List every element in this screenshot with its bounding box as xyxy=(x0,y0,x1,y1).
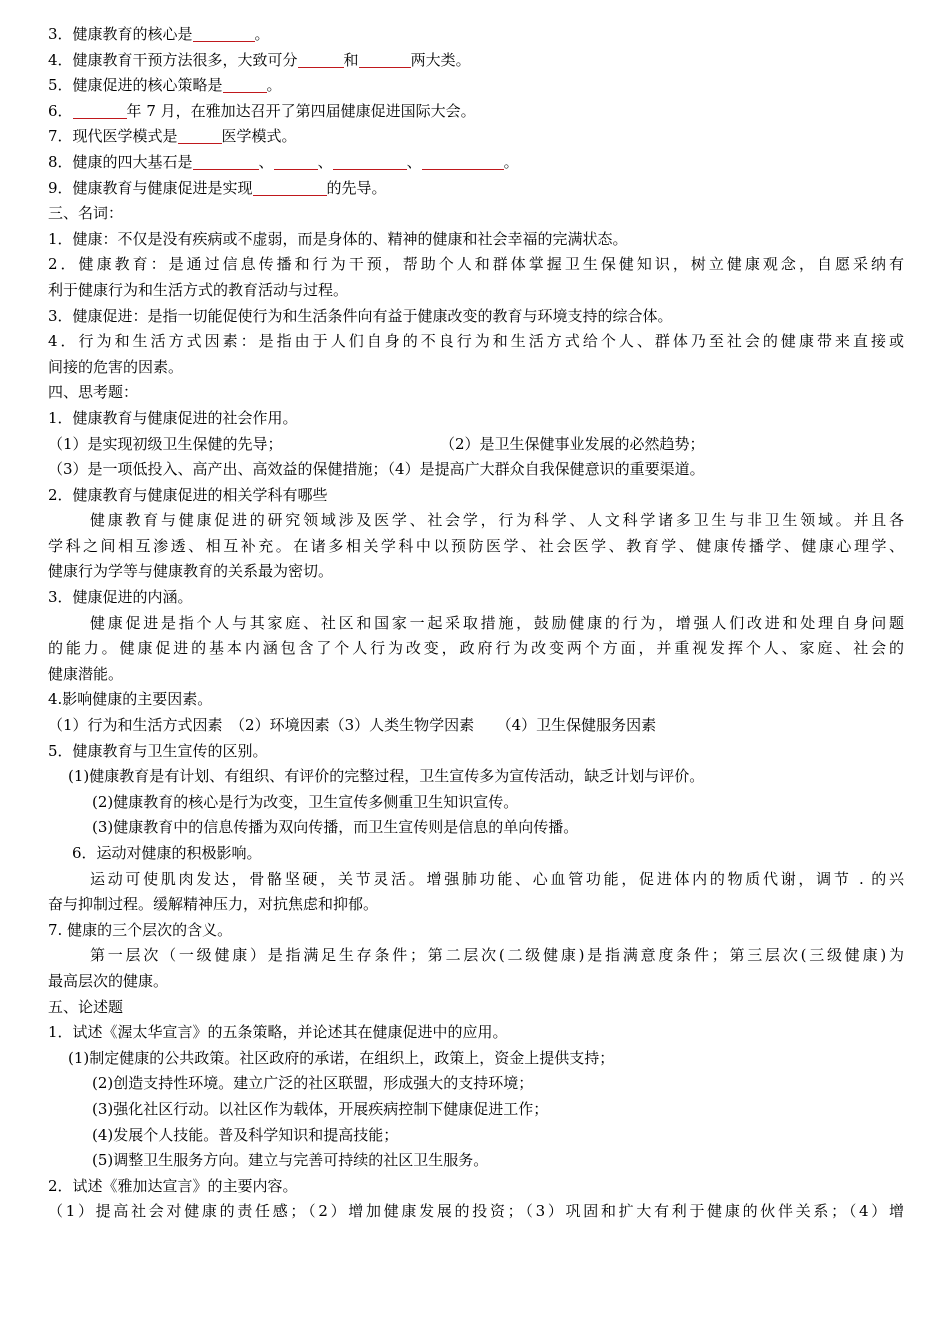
answer-1-item-1: （1）是实现初级卫生保健的先导； xyxy=(48,434,283,453)
answer-blank[interactable] xyxy=(333,154,407,170)
answer-3-line-2: 的能力。健康促进的基本内涵包含了个人行为改变，政府行为改变两个方面，并重视发挥个人、家庭、社会的 xyxy=(48,639,904,658)
question-5: 5．健康教育与卫生宣传的区别。 xyxy=(48,741,268,760)
essay-answer-1-item-5: (5)调整卫生服务方向。建立与完善可持续的社区卫生服务。 xyxy=(92,1151,489,1170)
question-6: 6．运动对健康的积极影响。 xyxy=(72,844,262,862)
answer-blank[interactable] xyxy=(193,26,255,42)
essay-question-2: 2．试述《雅加达宣言》的主要内容。 xyxy=(48,1176,298,1195)
fill-blank-6: 6． 年 7 月，在雅加达召开了第四届健康促进国际大会。 xyxy=(48,101,476,120)
question-7: 7. 健康的三个层次的含义。 xyxy=(48,920,233,939)
term-4: 4．行为和生活方式因素：是指由于人们自身的不良行为和生活方式给个人、群体乃至社会的健康带来直接或 xyxy=(48,332,904,351)
answer-blank[interactable] xyxy=(193,154,259,170)
essay-answer-1-item-4: (4)发展个人技能。普及科学知识和提高技能； xyxy=(92,1125,399,1144)
answer-4: （1）行为和生活方式因素 （2）环境因素（3）人类生物学因素 （4）卫生保健服务因素 xyxy=(48,716,657,735)
essay-answer-1-item-1: (1)制定健康的公共政策。社区政府的承诺，在组织上，政策上，资金上提供支持； xyxy=(68,1048,615,1067)
answer-5-item-1: (1)健康教育是有计划、有组织、有评价的完整过程，卫生宣传多为宣传活动，缺乏计划与评价。 xyxy=(68,767,705,786)
fill-blank-9: 9．健康教育与健康促进是实现 的先导。 xyxy=(48,178,387,197)
answer-2-line-1: 健康教育与健康促进的研究领域涉及医学、社会学，行为科学、人文科学诸多卫生与非卫生领域。并且各 xyxy=(90,511,904,530)
answer-blank[interactable] xyxy=(253,180,327,196)
question-3: 3．健康促进的内涵。 xyxy=(48,588,193,607)
answer-6-line-1: 运动可使肌肉发达，骨骼坚硬，关节灵活。增强肺功能、心血管功能，促进体内的物质代谢，调节 . 的兴 xyxy=(90,869,904,888)
term-4-cont: 间接的危害的因素。 xyxy=(48,357,184,376)
answer-blank[interactable] xyxy=(274,154,318,170)
fill-blank-7: 7．现代医学模式是 医学模式。 xyxy=(48,127,297,146)
answer-3-line-1: 健康促进是指个人与其家庭、社区和国家一起采取措施，鼓励健康的行为，增强人们改进和处理自身问题 xyxy=(90,613,904,632)
essay-answer-1-item-2: (2)创造支持性环境。建立广泛的社区联盟，形成强大的支持环境； xyxy=(92,1074,534,1093)
answer-blank[interactable] xyxy=(359,52,411,68)
answer-blank[interactable] xyxy=(298,52,344,68)
answer-blank[interactable] xyxy=(73,103,127,119)
answer-3-line-3: 健康潜能。 xyxy=(48,664,124,683)
answer-blank[interactable] xyxy=(223,77,267,93)
answer-6-line-2: 奋与抑制过程。缓解精神压力，对抗焦虑和抑郁。 xyxy=(48,895,379,914)
essay-question-1: 1．试述《渥太华宣言》的五条策略，并论述其在健康促进中的应用。 xyxy=(48,1023,508,1042)
question-2: 2．健康教育与健康促进的相关学科有哪些 xyxy=(48,485,328,504)
question-4: 4.影响健康的主要因素。 xyxy=(48,690,213,709)
term-2: 2．健康教育：是通过信息传播和行为干预，帮助个人和群体掌握卫生保健知识，树立健康观念，自愿采纳有 xyxy=(48,255,904,274)
answer-1-row-2: （3）是一项低投入、高产出、高效益的保健措施；（4）是提高广大群众自我保健意识的重要渠道。 xyxy=(48,460,705,479)
fill-blank-3: 3．健康教育的核心是 。 xyxy=(48,25,270,43)
answer-blank[interactable] xyxy=(422,154,504,170)
answer-2-line-3: 健康行为学等与健康教育的关系最为密切。 xyxy=(48,562,334,581)
answer-7-line-2: 最高层次的健康。 xyxy=(48,971,169,990)
answer-7-line-1: 第一层次（一级健康）是指满足生存条件；第二层次(二级健康)是指满意度条件；第三层次(三级健康)为 xyxy=(90,946,904,965)
term-3: 3．健康促进：是指一切能促使行为和生活条件向有益于健康改变的教育与环境支持的综合体。 xyxy=(48,306,673,325)
section-heading-terms: 三、名词： xyxy=(48,204,124,223)
fill-blank-4: 4．健康教育干预方法很多，大致可分 和 两大类。 xyxy=(48,50,471,69)
answer-blank[interactable] xyxy=(178,128,222,144)
section-heading-essay: 五、论述题 xyxy=(48,997,124,1016)
fill-blank-5: 5．健康促进的核心策略是 。 xyxy=(48,76,282,95)
term-1: 1．健康：不仅是没有疾病或不虚弱，而是身体的、精神的健康和社会幸福的完满状态。 xyxy=(48,229,628,248)
term-2-cont: 利于健康行为和生活方式的教育活动与过程。 xyxy=(48,280,349,299)
answer-1-row xyxy=(48,432,904,458)
answer-5-item-2: (2)健康教育的核心是行为改变，卫生宣传多侧重卫生知识宣传。 xyxy=(92,792,519,811)
answer-5-item-3: (3)健康教育中的信息传播为双向传播，而卫生宣传则是信息的单向传播。 xyxy=(92,818,579,837)
fill-blank-8: 8．健康的四大基石是 、 、 、 。 xyxy=(48,152,519,171)
essay-answer-2: （1）提高社会对健康的责任感；（2）增加健康发展的投资；（3）巩固和扩大有利于健康的伙伴关系；（4）增 xyxy=(48,1202,904,1221)
question-1: 1．健康教育与健康促进的社会作用。 xyxy=(48,408,298,427)
section-heading-thinking: 四、思考题： xyxy=(48,383,139,402)
essay-answer-1-item-3: (3)强化社区行动。以社区作为载体，开展疾病控制下健康促进工作； xyxy=(92,1099,549,1118)
answer-1-item-2: （2）是卫生保健事业发展的必然趋势； xyxy=(440,434,705,453)
answer-2-line-2: 学科之间相互渗透、相互补充。在诸多相关学科中以预防医学、社会医学、教育学、健康传播学、健康心理学、 xyxy=(48,536,904,555)
